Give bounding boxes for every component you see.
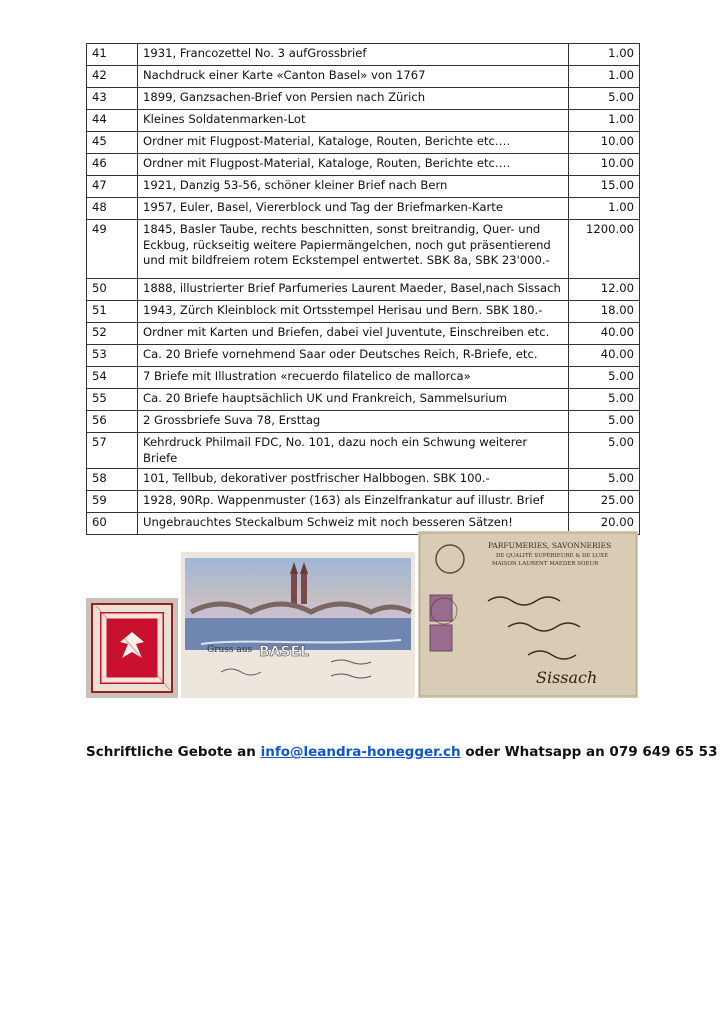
lot-price: 5.00 bbox=[569, 469, 640, 491]
lot-number: 47 bbox=[87, 176, 138, 198]
lot-number: 54 bbox=[87, 367, 138, 389]
lot-description: 1921, Danzig 53-56, schöner kleiner Brief nach Bern bbox=[138, 176, 569, 198]
lot-description: Kehrdruck Philmail FDC, No. 101, dazu noch ein Schwung weiterer Briefe bbox=[138, 433, 569, 469]
lot-row bbox=[87, 44, 640, 66]
lot-price: 15.00 bbox=[569, 176, 640, 198]
lot-description: 1845, Basler Taube, rechts beschnitten, sonst breitrandig, Quer- und Eckbug, rückseitig weitere Papiermängelchen, noch gut präsentierend und mit bildfreiem rotem Eckstempel entwertet. SBK 8a, SBK 23'000.- bbox=[138, 220, 569, 279]
lot-description: Nachdruck einer Karte «Canton Basel» von 1767 bbox=[138, 66, 569, 88]
envelope-illustration bbox=[418, 531, 638, 698]
bid-instructions bbox=[86, 744, 718, 760]
lot-row bbox=[87, 469, 640, 491]
lot-price: 5.00 bbox=[569, 367, 640, 389]
lot-price: 5.00 bbox=[569, 411, 640, 433]
lot-price: 40.00 bbox=[569, 345, 640, 367]
lot-number: 60 bbox=[87, 513, 138, 535]
lot-description: 7 Briefe mit Illustration «recuerdo filatelico de mallorca» bbox=[138, 367, 569, 389]
basel-postcard-image bbox=[181, 552, 415, 698]
lot-description: Ungebrauchtes Steckalbum Schweiz mit noch besseren Sätzen! bbox=[138, 513, 569, 535]
stamp-illustration bbox=[86, 598, 178, 698]
lot-description: Ordner mit Flugpost-Material, Kataloge, Routen, Berichte etc…. bbox=[138, 154, 569, 176]
lot-row bbox=[87, 323, 640, 345]
lot-description: 1899, Ganzsachen-Brief von Persien nach Zürich bbox=[138, 88, 569, 110]
svg-text:Sissach: Sissach bbox=[536, 668, 598, 687]
svg-text:DE QUALITÉ SUPÉRIEURE & DE LUX: DE QUALITÉ SUPÉRIEURE & DE LUXE bbox=[496, 553, 609, 559]
lot-row bbox=[87, 110, 640, 132]
lot-description: Ca. 20 Briefe vornehmend Saar oder Deutsches Reich, R-Briefe, etc. bbox=[138, 345, 569, 367]
lot-description: Ordner mit Flugpost-Material, Kataloge, Routen, Berichte etc…. bbox=[138, 132, 569, 154]
lot-number: 43 bbox=[87, 88, 138, 110]
lot-price: 5.00 bbox=[569, 433, 640, 469]
lot-number: 49 bbox=[87, 220, 138, 279]
lot-number: 59 bbox=[87, 491, 138, 513]
footer-suffix: oder Whatsapp an 079 649 65 53 bbox=[460, 744, 718, 760]
lot-row bbox=[87, 345, 640, 367]
postcard-illustration bbox=[181, 552, 415, 698]
lot-price: 1200.00 bbox=[569, 220, 640, 279]
lot-price: 5.00 bbox=[569, 389, 640, 411]
lot-price: 40.00 bbox=[569, 323, 640, 345]
svg-text:BASEL: BASEL bbox=[259, 644, 310, 660]
lot-price: 18.00 bbox=[569, 301, 640, 323]
lot-row bbox=[87, 367, 640, 389]
lot-number: 50 bbox=[87, 279, 138, 301]
lot-price: 1.00 bbox=[569, 110, 640, 132]
lot-number: 55 bbox=[87, 389, 138, 411]
lot-number: 56 bbox=[87, 411, 138, 433]
lot-price: 12.00 bbox=[569, 279, 640, 301]
lot-row bbox=[87, 411, 640, 433]
lot-number: 58 bbox=[87, 469, 138, 491]
lot-row bbox=[87, 389, 640, 411]
lot-row bbox=[87, 433, 640, 469]
postcard-greeting-text: Gruss aus bbox=[207, 645, 253, 655]
lot-row bbox=[87, 132, 640, 154]
lot-row bbox=[87, 66, 640, 88]
lot-description: Ca. 20 Briefe hauptsächlich UK und Frankreich, Sammelsurium bbox=[138, 389, 569, 411]
lot-number: 44 bbox=[87, 110, 138, 132]
email-link[interactable]: info@leandra-honegger.ch bbox=[260, 744, 461, 760]
lot-row bbox=[87, 491, 640, 513]
lot-number: 51 bbox=[87, 301, 138, 323]
lot-row bbox=[87, 220, 640, 279]
footer-prefix: Schriftliche Gebote an bbox=[86, 744, 261, 760]
lot-table bbox=[86, 43, 640, 535]
lot-table-body bbox=[87, 44, 640, 535]
lot-description: 1931, Francozettel No. 3 aufGrossbrief bbox=[138, 44, 569, 66]
lot-description: 1943, Zürch Kleinblock mit Ortsstempel Herisau und Bern. SBK 180.- bbox=[138, 301, 569, 323]
basler-taube-stamp-image bbox=[86, 598, 178, 698]
lot-number: 42 bbox=[87, 66, 138, 88]
lot-number: 57 bbox=[87, 433, 138, 469]
lot-description: 1957, Euler, Basel, Viererblock und Tag der Briefmarken-Karte bbox=[138, 198, 569, 220]
lot-number: 48 bbox=[87, 198, 138, 220]
lot-row bbox=[87, 88, 640, 110]
lot-number: 52 bbox=[87, 323, 138, 345]
lot-price: 10.00 bbox=[569, 132, 640, 154]
lot-description: 101, Tellbub, dekorativer postfrischer Halbbogen. SBK 100.- bbox=[138, 469, 569, 491]
lot-number: 46 bbox=[87, 154, 138, 176]
lot-row bbox=[87, 301, 640, 323]
lot-description: 1888, illustrierter Brief Parfumeries Laurent Maeder, Basel,nach Sissach bbox=[138, 279, 569, 301]
svg-text:PARFUMERIES, SAVONNERIES: PARFUMERIES, SAVONNERIES bbox=[488, 541, 612, 550]
lot-price: 25.00 bbox=[569, 491, 640, 513]
lot-price: 1.00 bbox=[569, 198, 640, 220]
lot-description: 2 Grossbriefe Suva 78, Ersttag bbox=[138, 411, 569, 433]
lot-row bbox=[87, 279, 640, 301]
lot-description: Kleines Soldatenmarken-Lot bbox=[138, 110, 569, 132]
lot-price: 1.00 bbox=[569, 66, 640, 88]
lot-row bbox=[87, 154, 640, 176]
lot-row bbox=[87, 176, 640, 198]
lot-price: 1.00 bbox=[569, 44, 640, 66]
lot-number: 41 bbox=[87, 44, 138, 66]
lot-price: 20.00 bbox=[569, 513, 640, 535]
lot-number: 53 bbox=[87, 345, 138, 367]
lot-number: 45 bbox=[87, 132, 138, 154]
lot-description: 1928, 90Rp. Wappenmuster (163) als Einzelfrankatur auf illustr. Brief bbox=[138, 491, 569, 513]
lot-description: Ordner mit Karten und Briefen, dabei viel Juventute, Einschreiben etc. bbox=[138, 323, 569, 345]
lot-price: 5.00 bbox=[569, 88, 640, 110]
svg-text:MAISON LAURENT MAEDER SOEUR: MAISON LAURENT MAEDER SOEUR bbox=[492, 561, 599, 567]
parfumeries-envelope-image bbox=[418, 531, 638, 698]
lot-price: 10.00 bbox=[569, 154, 640, 176]
lot-row bbox=[87, 198, 640, 220]
